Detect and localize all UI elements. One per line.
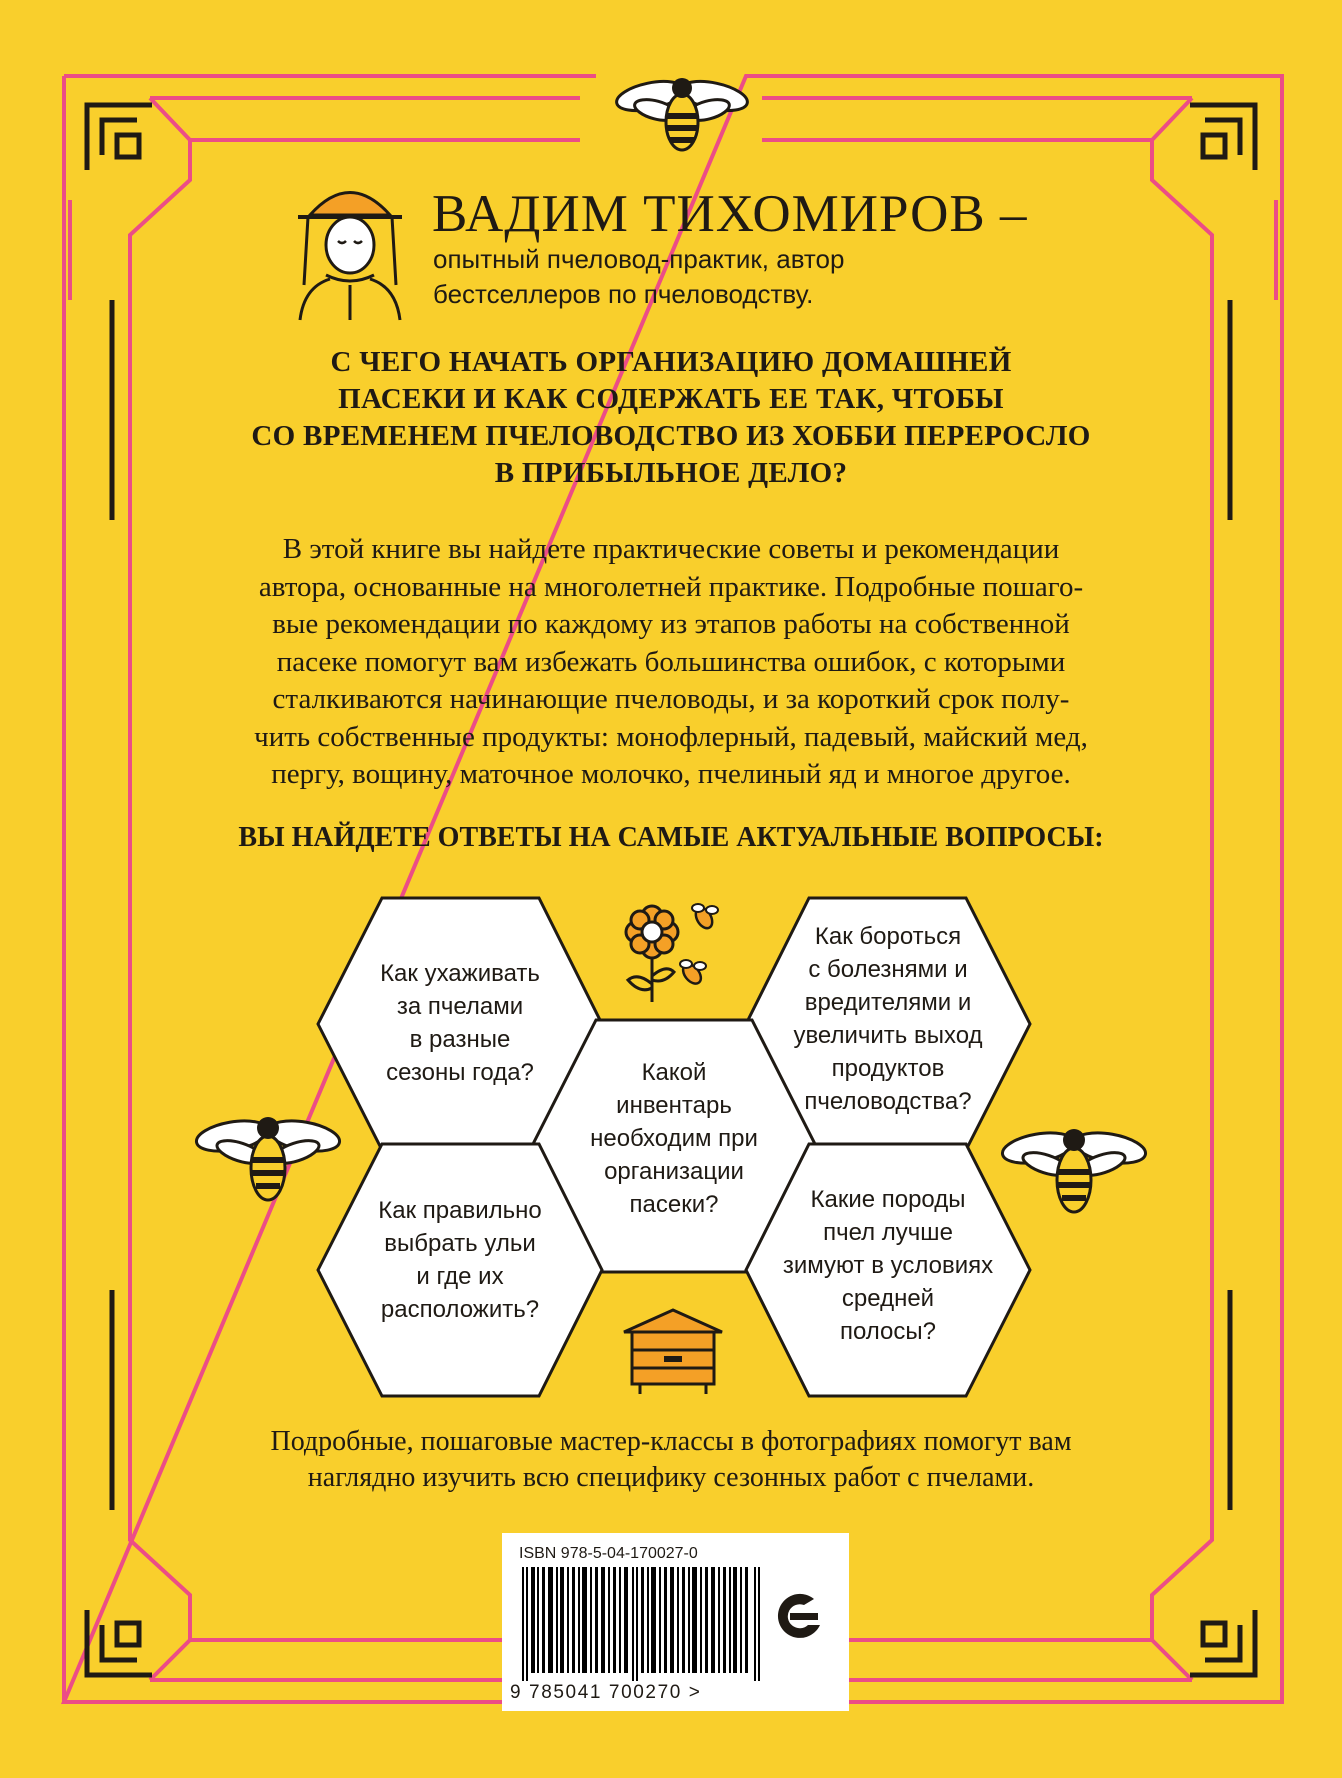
hexagon-line: средней xyxy=(841,1285,935,1312)
bee-icon xyxy=(194,1108,342,1208)
author-description-line: бестселлеров по пчеловодству. xyxy=(433,279,814,309)
description-paragraph xyxy=(130,531,1212,794)
beekeeper-icon xyxy=(290,175,410,325)
author-name: ВАДИМ ТИХОМИРОВ – xyxy=(432,185,1028,243)
description-line: пасеке помогут вам избежать большинства ошибок, с которыми xyxy=(276,645,1066,678)
main-question-line: С ЧЕГО НАЧАТЬ ОРГАНИЗАЦИЮ ДОМАШНЕЙ xyxy=(330,346,1012,378)
hexagon-line: необходим при xyxy=(590,1125,758,1152)
hexagon-line: в разные xyxy=(409,1026,511,1053)
barcode-panel xyxy=(502,1533,849,1711)
hexagon-line: Как правильно xyxy=(378,1197,542,1224)
hexagon-line: пчел лучше xyxy=(823,1219,953,1246)
hexagon-line: Как бороться xyxy=(814,923,962,950)
hexagon-line: инвентарь xyxy=(616,1092,732,1119)
hexagon-line: Какой xyxy=(641,1059,707,1086)
small-bee-icon xyxy=(692,904,718,931)
bee-icon xyxy=(1000,1120,1148,1220)
description-line: чить собственные продукты: монофлерный, падевый, майский мед, xyxy=(254,720,1088,753)
hexagon-question-hives xyxy=(330,1194,590,1326)
barcode-bars xyxy=(522,1567,762,1681)
author-description xyxy=(433,242,993,312)
barcode-digits: 9 785041 700270 > xyxy=(510,1682,702,1703)
description-line: В этой книге вы найдете практические советы и рекомендации xyxy=(282,533,1060,565)
flower-icon xyxy=(618,898,728,1008)
description-line: пергу, вощину, маточное молочко, пчелиный яд и многое другое. xyxy=(271,758,1071,790)
hexagon-question-breeds xyxy=(758,1183,1018,1348)
small-bee-icon xyxy=(680,960,706,987)
hexagon-line: сезоны года? xyxy=(386,1059,534,1086)
hexagon-line: организации xyxy=(604,1158,744,1185)
main-question xyxy=(170,344,1172,492)
hexagon-line: пасеки? xyxy=(629,1191,719,1218)
answers-heading: ВЫ НАЙДЕТЕ ОТВЕТЫ НА САМЫЕ АКТУАЛЬНЫЕ ВОПРОСЫ: xyxy=(238,822,1104,853)
hexagon-line: выбрать ульи xyxy=(384,1230,536,1257)
hexagon-line: зимуют в условиях xyxy=(782,1252,994,1279)
hexagon-line: продуктов xyxy=(831,1055,945,1082)
hexagon-line: Как ухаживать xyxy=(380,960,540,987)
beehive-icon xyxy=(618,1306,728,1396)
hexagon-line: расположить? xyxy=(380,1296,540,1323)
bee-icon xyxy=(612,70,752,154)
main-question-line: СО ВРЕМЕНЕМ ПЧЕЛОВОДСТВО ИЗ ХОББИ ПЕРЕРОСЛО xyxy=(251,420,1091,452)
publisher-logo-icon xyxy=(768,1585,830,1647)
masterclass-note-line: Подробные, пошаговые мастер-классы в фотографиях помогут вам xyxy=(270,1426,1072,1457)
main-question-line: ПАСЕКИ И КАК СОДЕРЖАТЬ ЕЕ ТАК, ЧТОБЫ xyxy=(338,383,1004,415)
masterclass-note xyxy=(130,1424,1212,1496)
hexagon-line: и где их xyxy=(416,1263,504,1290)
hexagon-line: с болезнями и xyxy=(808,956,968,983)
hexagon-line: вредителями и xyxy=(804,989,972,1016)
hexagon-line: увеличить выход xyxy=(793,1022,983,1049)
hexagon-line: пчеловодства? xyxy=(804,1088,972,1115)
hexagon-line: Какие породы xyxy=(810,1186,966,1213)
isbn-number: ISBN 978-5-04-170027-0 xyxy=(519,1545,698,1562)
main-question-line: В ПРИБЫЛЬНОЕ ДЕЛО? xyxy=(494,457,848,489)
hexagon-line: за пчелами xyxy=(396,993,524,1020)
hexagon-line: полосы? xyxy=(839,1318,937,1345)
description-line: автора, основанные на многолетней практике. Подробные пошаго- xyxy=(258,570,1084,603)
description-line: сталкиваются начинающие пчеловоды, и за короткий срок полу- xyxy=(272,683,1070,715)
description-line: вые рекомендации по каждому из этапов работы на собственной xyxy=(272,608,1070,640)
author-description-line: опытный пчеловод-практик, автор xyxy=(433,244,845,274)
masterclass-note-line: наглядно изучить всю специфику сезонных работ с пчелами. xyxy=(307,1462,1035,1493)
